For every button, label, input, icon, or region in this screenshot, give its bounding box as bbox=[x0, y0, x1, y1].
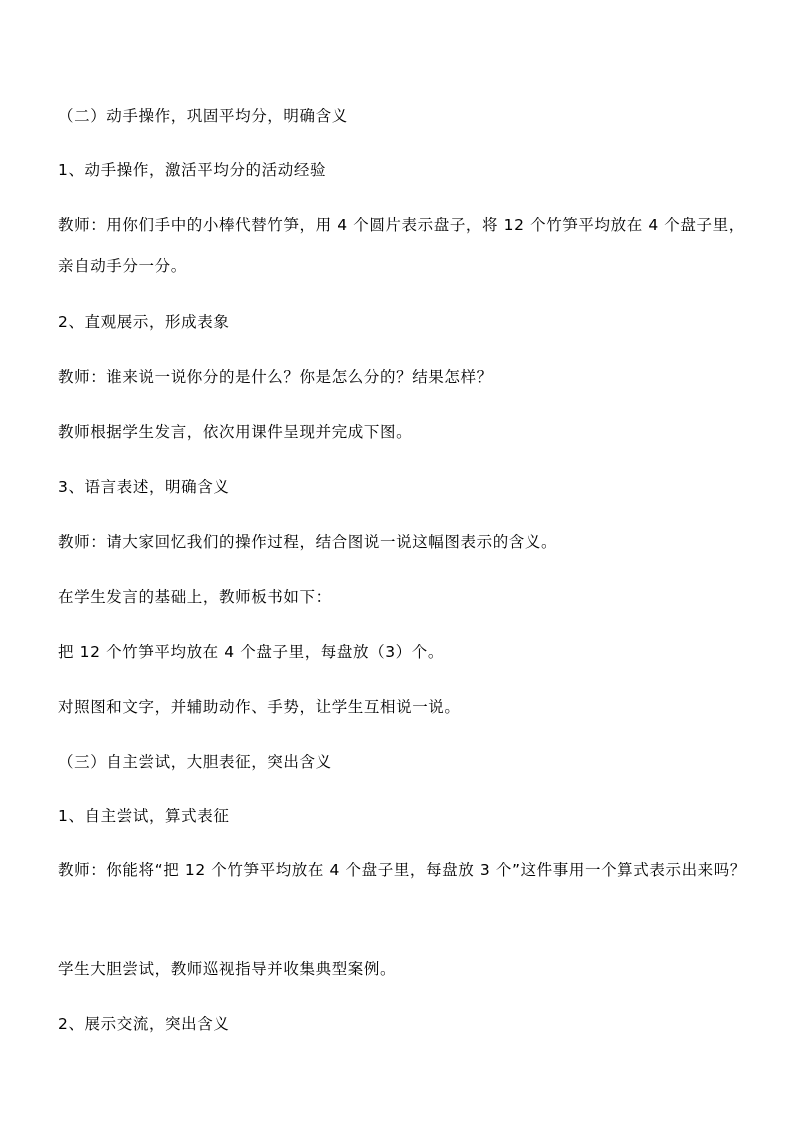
subheading-language: 3、语言表述，明确含义 bbox=[58, 478, 230, 496]
subheading-hands-on: 1、动手操作，激活平均分的活动经验 bbox=[58, 161, 327, 179]
paragraph-courseware: 教师根据学生发言，依次用课件呈现并完成下图。 bbox=[58, 423, 413, 441]
subheading-self-attempt: 1、自主尝试，算式表征 bbox=[58, 807, 230, 825]
subheading-exchange: 2、展示交流，突出含义 bbox=[58, 1015, 230, 1033]
paragraph-teacher-equation: 教师：你能将“把 12 个竹笋平均放在 4 个盘子里，每盘放 3 个”这件事用一个算式表示出来吗？ bbox=[58, 861, 746, 879]
subheading-visual-display: 2、直观展示，形成表象 bbox=[58, 313, 230, 331]
paragraph-board-writing-intro: 在学生发言的基础上，教师板书如下： bbox=[58, 588, 332, 606]
section-heading-2: （二）动手操作，巩固平均分，明确含义 bbox=[58, 107, 348, 125]
paragraph-board-writing: 把 12 个竹笋平均放在 4 个盘子里，每盘放（3）个。 bbox=[58, 643, 444, 661]
paragraph-compare: 对照图和文字，并辅助动作、手势，让学生互相说一说。 bbox=[58, 698, 461, 716]
paragraph-teacher-instruction: 教师：用你们手中的小棒代替竹笋，用 4 个圆片表示盘子，将 12 个竹笋平均放在 4 个盘子里，亲自动手分一分。 bbox=[58, 216, 745, 275]
paragraph-teacher-recall: 教师：请大家回忆我们的操作过程，结合图说一说这幅图表示的含义。 bbox=[58, 533, 558, 551]
section-heading-3: （三）自主尝试，大胆表征，突出含义 bbox=[58, 753, 332, 771]
paragraph-teacher-question: 教师：谁来说一说你分的是什么？你是怎么分的？结果怎样？ bbox=[58, 368, 493, 386]
paragraph-students-try: 学生大胆尝试，教师巡视指导并收集典型案例。 bbox=[58, 960, 397, 978]
